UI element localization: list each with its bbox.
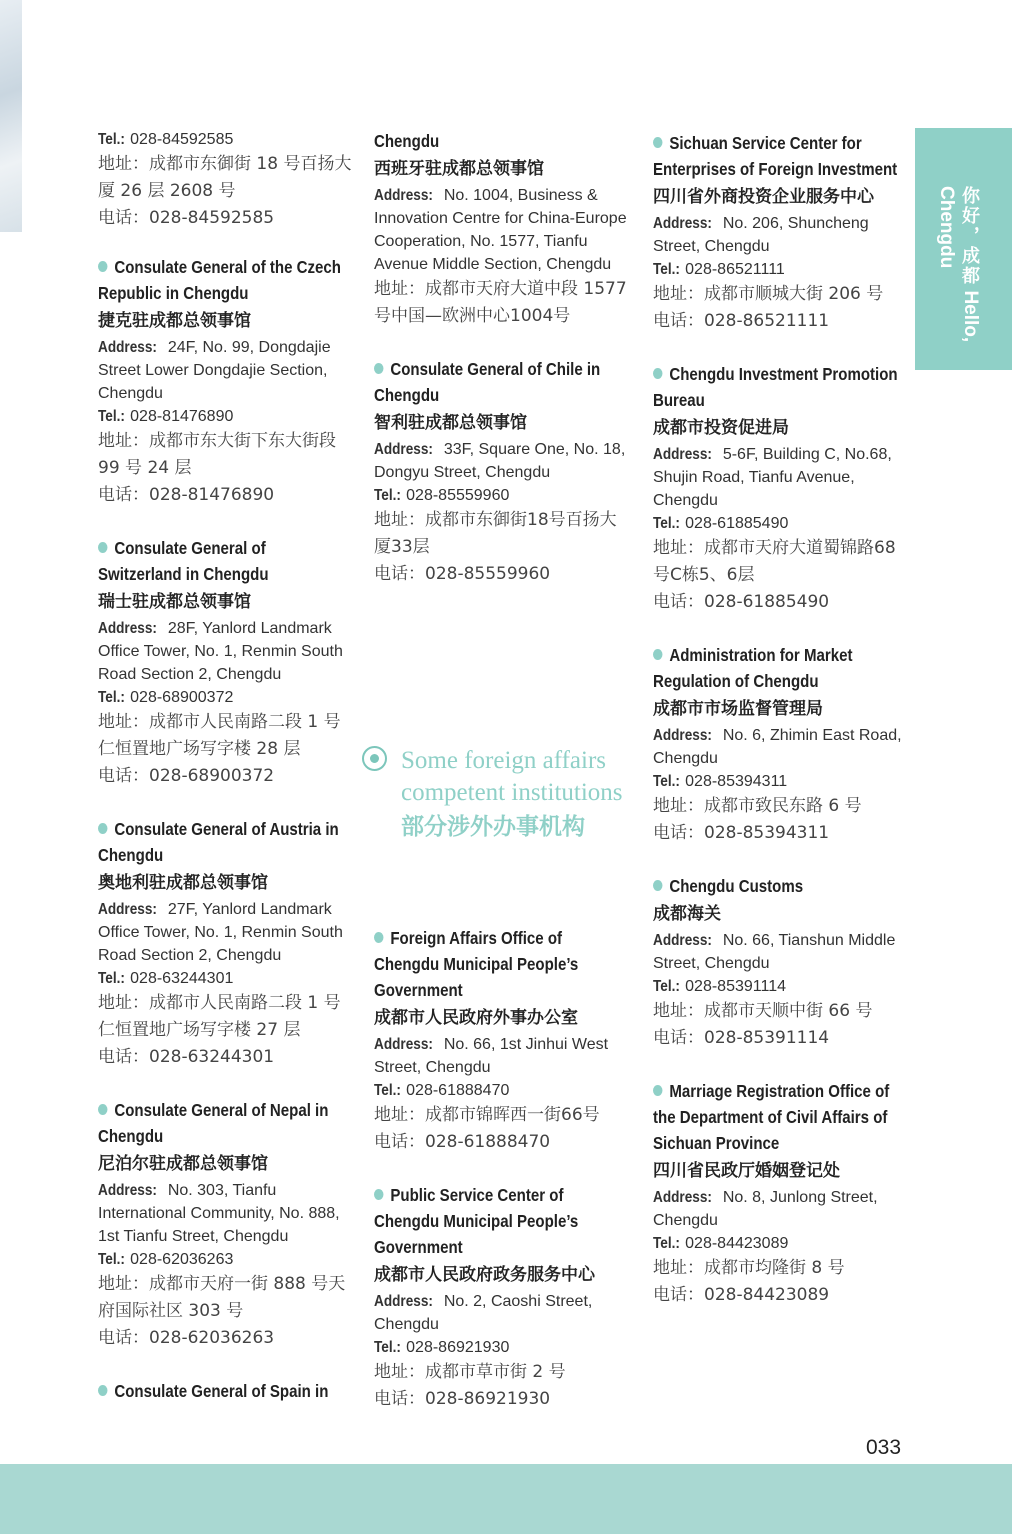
bullet-icon xyxy=(653,137,662,148)
entry-cn-tel: 电话：028-85394311 xyxy=(653,823,830,843)
entry-cn-address: 地址：成都市草市街 2 号 xyxy=(374,1362,566,1382)
entry-name: Foreign Affairs Office of Chengdu Municipal People’s Government xyxy=(374,928,579,1000)
tel-label: Tel.: xyxy=(98,1251,125,1268)
column-1 xyxy=(98,128,353,1430)
tel-label: Tel.: xyxy=(98,408,125,425)
address-label: Address: xyxy=(374,1036,433,1053)
entry-tel: 028-84423089 xyxy=(685,1235,789,1252)
bullet-icon xyxy=(98,1104,107,1115)
entry-cn-name: 成都市市场监督管理局 xyxy=(653,699,823,719)
address-label: Address: xyxy=(653,932,712,949)
entry-cn-name: 瑞士驻成都总领事馆 xyxy=(98,592,251,612)
bullet-icon xyxy=(653,1085,662,1096)
entry-tel: 028-81476890 xyxy=(130,408,234,425)
bullet-icon xyxy=(374,363,383,374)
entry-cn-tel: 电话：028-81476890 xyxy=(98,485,275,505)
tel-label: Tel.: xyxy=(653,978,680,995)
tel-label: Tel.: xyxy=(98,689,125,706)
bullet-icon xyxy=(653,880,662,891)
entry-address: 33F, Square One, No. 18, Dongyu Street, Chengdu xyxy=(374,441,626,481)
entry-address: No. 2, Caoshi Street, Chengdu xyxy=(374,1293,593,1333)
entry-cn-name: 尼泊尔驻成都总领事馆 xyxy=(98,1154,268,1174)
entry-cn-address: 地址：成都市东大街下东大街段 99 号 24 层 xyxy=(98,431,336,478)
page-number: 033 xyxy=(866,1436,902,1459)
address-label: Address: xyxy=(98,901,157,918)
entry-name: Consulate General of Nepal in Chengdu xyxy=(98,1100,329,1146)
entry-cn-tel: 电话：028-63244301 xyxy=(98,1047,275,1067)
entry-cn-address: 地址：成都市天顺中街 66 号 xyxy=(653,1001,873,1021)
entry-swiss-consulate xyxy=(98,535,353,790)
column-3 xyxy=(653,130,908,1335)
entry-tel: 028-61888470 xyxy=(406,1082,510,1099)
bullet-icon xyxy=(374,1189,383,1200)
decorative-photo-strip xyxy=(0,0,22,232)
entry-name: Chengdu xyxy=(374,131,440,151)
entry-cn-address: 地址：成都市天府大道中段 1577号中国—欧洲中心1004号 xyxy=(374,279,627,326)
entry-address: 28F, Yanlord Landmark Office Tower, No. 1, Renmin South Road Section 2, Chengdu xyxy=(98,620,343,683)
entry-cn-address: 地址：成都市致民东路 6 号 xyxy=(653,796,862,816)
side-tab-en: Hello, Chengdu xyxy=(936,186,981,343)
entry-cn-address: 地址：成都市人民南路二段 1 号仁恒置地广场写字楼 28 层 xyxy=(98,712,341,759)
tel-label: Tel.: xyxy=(374,1082,401,1099)
entry-nepal-consulate xyxy=(98,1097,353,1352)
entry-name: Chengdu Customs xyxy=(669,876,804,896)
entry-cn-address: 地址：成都市顺城大街 206 号 xyxy=(653,284,884,304)
side-tab xyxy=(915,128,1012,370)
entry-tel: 028-85391114 xyxy=(685,978,786,995)
entry-name: Consulate General of Spain in xyxy=(114,1381,329,1401)
entry-cn-name: 捷克驻成都总领事馆 xyxy=(98,311,251,331)
entry-cn-address: 地址：成都市天府大道蜀锦路68号C栋5、6层 xyxy=(653,538,896,585)
entry-cn-name: 成都市人民政府外事办公室 xyxy=(374,1008,578,1028)
entry-address: 27F, Yanlord Landmark Office Tower, No. 1, Renmin South Road Section 2, Chengdu xyxy=(98,901,343,964)
entry-tel: 028-61885490 xyxy=(685,515,789,532)
address-label: Address: xyxy=(653,727,712,744)
tel-label: Tel.: xyxy=(653,261,680,278)
entry-sichuan-service-center xyxy=(653,130,908,335)
side-tab-text xyxy=(923,128,983,370)
entry-cn-tel: 电话：028-84423089 xyxy=(653,1285,830,1305)
entry-name: Consulate General of Switzerland in Chengdu xyxy=(98,538,269,584)
address-label: Address: xyxy=(374,1293,433,1310)
entry-cn-address: 地址：成都市东御街18号百扬大厦33层 xyxy=(374,510,617,557)
entry-cn-address: 地址：成都市均隆街 8 号 xyxy=(653,1258,845,1278)
tel-label: Tel.: xyxy=(98,131,125,148)
address-label: Address: xyxy=(98,620,157,637)
entry-cn-tel: 电话：028-85391114 xyxy=(653,1028,830,1048)
entry-cn-name: 成都市人民政府政务服务中心 xyxy=(374,1265,595,1285)
entry-cn-tel: 电话：028-86521111 xyxy=(653,311,830,331)
entry-cn-tel: 电话：028-85559960 xyxy=(374,564,551,584)
address-label: Address: xyxy=(98,339,157,356)
address-label: Address: xyxy=(374,187,433,204)
section-title-en: Some foreign affairs competent institutions xyxy=(401,747,623,806)
entry-tel: 028-86521111 xyxy=(685,261,785,278)
entry-foreign-affairs-office xyxy=(374,925,629,1156)
entry-address: 24F, No. 99, Dongdajie Street Lower Dongdajie Section, Chengdu xyxy=(98,339,331,402)
entry-address: No. 66, 1st Jinhui West Street, Chengdu xyxy=(374,1036,609,1076)
address-label: Address: xyxy=(653,215,712,232)
entry-address: No. 206, Shuncheng Street, Chengdu xyxy=(653,215,869,255)
entry-chile-consulate xyxy=(374,356,629,588)
address-label: Address: xyxy=(653,446,712,463)
entry-cn-address: 地址：成都市天府一街 888 号天府国际社区 303 号 xyxy=(98,1274,346,1321)
bullet-icon xyxy=(98,261,107,272)
entry-cn-tel: 电话：028-61885490 xyxy=(653,592,830,612)
entry-tel: 028-86921930 xyxy=(406,1339,510,1356)
column-2 xyxy=(374,128,629,614)
entry-public-service-center xyxy=(374,1182,629,1413)
section-title-cn: 部分涉外办事机构 xyxy=(401,814,585,840)
tel-label: Tel.: xyxy=(98,970,125,987)
entry-cn-name: 四川省外商投资企业服务中心 xyxy=(653,187,874,207)
bullet-icon xyxy=(653,649,662,660)
entry-market-regulation xyxy=(653,642,908,847)
entry-address: 5-6F, Building C, No.68, Shujin Road, Tianfu Avenue, Chengdu xyxy=(653,446,892,509)
column-2-lower xyxy=(374,925,629,1439)
footer-band xyxy=(0,1464,1012,1534)
entry-cn-tel: 电话：028-86921930 xyxy=(374,1389,551,1409)
entry-cn-tel: 电话：028-61888470 xyxy=(374,1132,551,1152)
tel-label: Tel.: xyxy=(653,515,680,532)
entry-address: No. 303, Tianfu International Community, No. 888, 1st Tianfu Street, Chengdu xyxy=(98,1182,340,1245)
tel-label: Tel.: xyxy=(653,1235,680,1252)
bullet-icon xyxy=(374,932,383,943)
entry-cn-tel: 电话：028-84592585 xyxy=(98,208,275,228)
entry-name: Public Service Center of Chengdu Municipal People’s Government xyxy=(374,1185,579,1257)
address-label: Address: xyxy=(374,441,433,458)
entry-tel: 028-68900372 xyxy=(130,689,234,706)
entry-tel: 028-85394311 xyxy=(685,773,788,790)
side-tab-zh: 你好，成都 xyxy=(960,186,980,286)
entry-spain-consulate-start xyxy=(98,1378,353,1404)
entry-name: Administration for Market Regulation of Chengdu xyxy=(653,645,853,691)
entry-cn-address: 地址：成都市东御街 18 号百扬大厦 26 层 2608 号 xyxy=(98,154,352,201)
entry-cn-name: 西班牙驻成都总领事馆 xyxy=(374,159,544,179)
entry-name: Marriage Registration Office of the Department of Civil Affairs of Sichuan Province xyxy=(653,1081,890,1153)
entry-name: Consulate General of Chile in Chengdu xyxy=(374,359,601,405)
entry-address: No. 66, Tianshun Middle Street, Chengdu xyxy=(653,932,896,972)
entry-name: Consulate General of Austria in Chengdu xyxy=(98,819,339,865)
tel-label: Tel.: xyxy=(374,1339,401,1356)
bullet-icon xyxy=(98,823,107,834)
entry-cn-address: 地址：成都市人民南路二段 1 号仁恒置地广场写字楼 27 层 xyxy=(98,993,341,1040)
entry-address: No. 6, Zhimin East Road, Chengdu xyxy=(653,727,902,767)
entry-marriage-registration xyxy=(653,1078,908,1309)
entry-tel: 028-84592585 xyxy=(130,131,234,148)
entry-austria-consulate xyxy=(98,816,353,1071)
entry-cn-name: 成都市投资促进局 xyxy=(653,418,789,438)
entry-investment-promotion-bureau xyxy=(653,361,908,616)
entry-cn-name: 智利驻成都总领事馆 xyxy=(374,413,527,433)
entry-cn-name: 四川省民政厅婚姻登记处 xyxy=(653,1161,840,1181)
entry-cn-name: 成都海关 xyxy=(653,904,721,924)
entry-name: Chengdu Investment Promotion Bureau xyxy=(653,364,898,410)
entry-name: Sichuan Service Center for Enterprises of Foreign Investment xyxy=(653,133,898,179)
entry-spain-consulate xyxy=(374,128,629,330)
entry-tel: 028-85559960 xyxy=(406,487,510,504)
entry-cn-tel: 电话：028-62036263 xyxy=(98,1328,275,1348)
entry-address: No. 8, Junlong Street, Chengdu xyxy=(653,1189,878,1229)
target-circle-icon xyxy=(362,746,387,771)
tel-label: Tel.: xyxy=(653,773,680,790)
entry-continued xyxy=(98,128,353,232)
bullet-icon xyxy=(98,542,107,553)
entry-cn-name: 奥地利驻成都总领事馆 xyxy=(98,873,268,893)
entry-tel: 028-62036263 xyxy=(130,1251,234,1268)
address-label: Address: xyxy=(653,1189,712,1206)
tel-label: Tel.: xyxy=(374,487,401,504)
entry-cn-address: 地址：成都市锦晖西一街66号 xyxy=(374,1105,600,1125)
address-label: Address: xyxy=(98,1182,157,1199)
bullet-icon xyxy=(98,1385,107,1396)
entry-name: Consulate General of the Czech Republic in Chengdu xyxy=(98,257,341,303)
entry-chengdu-customs xyxy=(653,873,908,1052)
entry-address: No. 1004, Business & Innovation Centre for China-Europe Cooperation, No. 1577, Tianfu Avenue Middle Section, Chengdu xyxy=(374,187,627,273)
entry-czech-consulate xyxy=(98,254,353,509)
entry-tel: 028-63244301 xyxy=(130,970,234,987)
entry-cn-tel: 电话：028-68900372 xyxy=(98,766,275,786)
bullet-icon xyxy=(653,368,662,379)
